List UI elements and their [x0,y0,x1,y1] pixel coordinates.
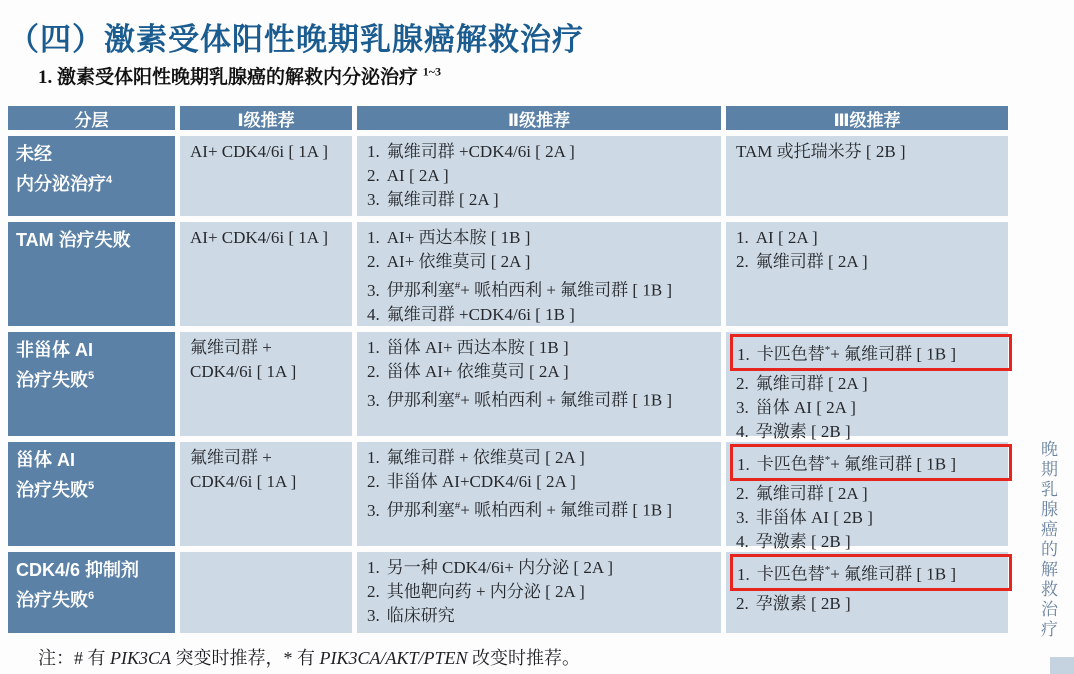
treatment-item: 4. 孕激素 [ 2B ] [736,531,851,551]
treatment-item: 3. 非甾体 AI [ 2B ] [736,507,873,527]
column-header-stratification: 分层 [8,106,175,130]
treatment-item: 3. 伊那利塞#+ 哌柏西利 + 氟维司群 [ 1B ] [367,390,673,410]
cell-r5-level2 [357,552,721,633]
page-margin-tab: 晚期乳腺癌的解救治疗 [1038,440,1057,640]
treatment-item: 1. 另一种 CDK4/6i+ 内分泌 [ 2A ] [367,558,614,577]
cell-r1-level1: AI+ CDK4/6i [ 1A ] [180,136,352,216]
treatment-item: 1. 氟维司群 + 依维莫司 [ 2A ] [367,448,585,467]
treatment-item: 2. 非甾体 AI+CDK4/6i [ 2A ] [367,472,576,491]
cell-r5-level1-empty [180,552,352,633]
treatment-item: 4. 氟维司群 +CDK4/6i [ 1B ] [367,304,575,324]
cell-r5-level3 [726,552,1008,633]
footnote: 注：# 有 PIK3CA 突变时推荐，* 有 PIK3CA/AKT/PTEN 改变时推荐。 [38,648,581,668]
subsection-reference-superscript: 1~3 [422,64,442,79]
treatment-table [8,106,1008,633]
subsection-number: 1. [38,67,53,88]
subsection-text: 激素受体阳性晚期乳腺癌的解救内分泌治疗 [57,67,419,88]
stratum-cdk46-inhibitor-failure: CDK4/6 抑制剂 治疗失败$^6$ [8,552,175,633]
treatment-item: 2. 孕激素 [ 2B ] [736,593,851,613]
cell-r2-level3 [726,222,1008,326]
page-edge-mark [1050,657,1074,674]
treatment-item: 2. 其他靶向药 + 内分泌 [ 2A ] [367,582,585,601]
treatment-item: 1. 甾体 AI+ 西达本胺 [ 1B ] [367,338,569,357]
treatment-item: 3. 伊那利塞#+ 哌柏西利 + 氟维司群 [ 1B ] [367,280,673,300]
cell-r2-level2 [357,222,721,326]
cell-r4-level1: 氟维司群 + CDK4/6i [ 1A ] [180,442,352,546]
cell-r3-level3 [726,332,1008,441]
treatment-item: 1. AI+ 西达本胺 [ 1B ] [367,228,531,247]
cell-r3-level2 [357,332,721,436]
treatment-item: 2. AI+ 依维莫司 [ 2A ] [367,252,531,271]
cell-r4-level3 [726,442,1008,551]
treatment-item: 1. 氟维司群 +CDK4/6i [ 2A ] [367,142,575,161]
column-header-level3: Ⅲ级推荐 [726,106,1008,130]
treatment-item: 2. 氟维司群 [ 2A ] [736,483,868,503]
treatment-item: 3. 甾体 AI [ 2A ] [736,397,856,417]
cell-r1-level2 [357,136,721,216]
treatment-item: 3. 临床研究 [367,606,455,625]
treatment-item: 2. 氟维司群 [ 2A ] [736,373,868,393]
highlight-box-capivasertib: 1. 卡匹色替*+ 氟维司群 [ 1B ] [730,444,1012,481]
column-header-level2: Ⅱ级推荐 [357,106,721,130]
stratum-nonsteroidal-ai-failure: 非甾体 AI 治疗失败$^5$ [8,332,175,436]
treatment-item: 3. 氟维司群 [ 2A ] [367,190,499,209]
treatment-item: 2. AI [ 2A ] [367,166,449,185]
cell-r4-level2 [357,442,721,546]
page-title: （四）激素受体阳性晚期乳腺癌解救治疗 [8,22,584,57]
highlight-box-capivasertib: 1. 卡匹色替*+ 氟维司群 [ 1B ] [730,334,1012,371]
column-header-level1: Ⅰ级推荐 [180,106,352,130]
highlight-box-capivasertib: 1. 卡匹色替*+ 氟维司群 [ 1B ] [730,554,1012,591]
cell-r3-level1: 氟维司群 + CDK4/6i [ 1A ] [180,332,352,436]
treatment-item: 4. 孕激素 [ 2B ] [736,421,851,441]
treatment-item: 1. AI [ 2A ] [736,228,818,247]
cell-r1-level3 [726,136,1008,216]
stratum-tam-failure: TAM 治疗失败 [8,222,175,326]
subsection-title [38,62,441,89]
stratum-steroidal-ai-failure: 甾体 AI 治疗失败$^5$ [8,442,175,546]
treatment-item: 3. 伊那利塞#+ 哌柏西利 + 氟维司群 [ 1B ] [367,500,673,520]
stratum-untreated: 未经 内分泌治疗$^4$ [8,136,175,216]
treatment-item: 2. 氟维司群 [ 2A ] [736,252,868,271]
treatment-item: TAM 或托瑞米芬 [ 2B ] [736,142,906,161]
cell-r2-level1: AI+ CDK4/6i [ 1A ] [180,222,352,326]
treatment-item: 2. 甾体 AI+ 依维莫司 [ 2A ] [367,362,569,381]
